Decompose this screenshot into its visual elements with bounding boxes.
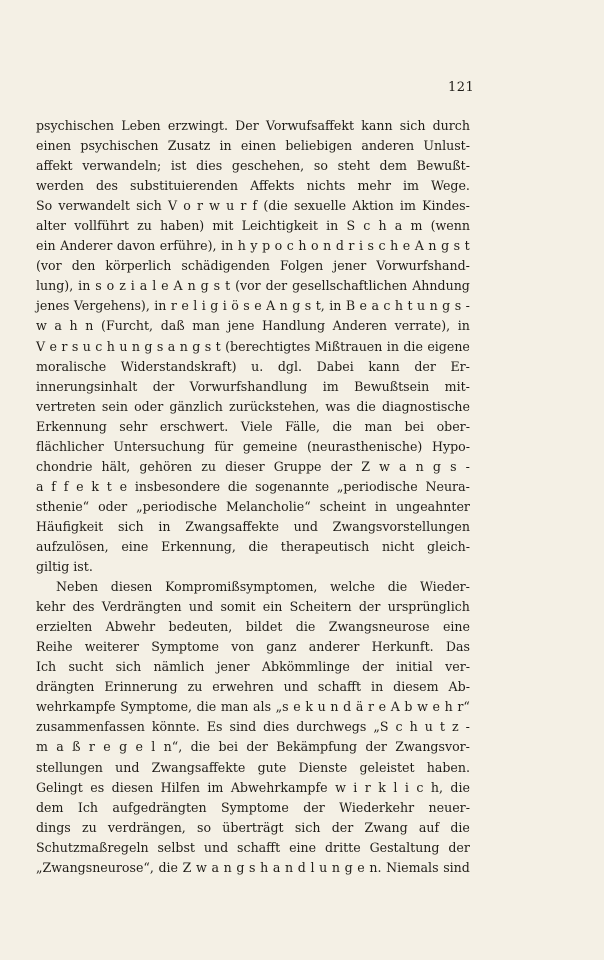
text-line: ein Anderer davon erführe), in h y p o c h o n d r i s c h e A n g s t <box>36 238 470 254</box>
text-line: einen psychischen Zusatz in einen beliebigen anderen Unlust- <box>36 138 470 154</box>
text-line: a f f e k t e insbesondere die sogenannte „periodische Neura- <box>36 478 470 494</box>
text-line: vertreten sein oder gänzlich zurückstehen, was die diagnostische <box>36 398 470 414</box>
text-line: Schutzmaßregeln selbst und schafft eine dritte Gestaltung der <box>36 839 470 855</box>
text-line: zusammenfassen könnte. Es sind dies durchwegs „S c h u t z - <box>36 719 470 735</box>
text-line: Reihe weiterer Symptome von ganz anderer Herkunft. Das <box>36 639 470 655</box>
text-line: So verwandelt sich V o r w u r f (die sexuelle Aktion im Kindes- <box>36 198 470 214</box>
text-line: giltig ist. <box>36 559 93 575</box>
text-line: Häufigkeit sich in Zwangsaffekte und Zwangsvorstellungen <box>36 518 470 534</box>
text-line: sthenie“ oder „periodische Melancholie“ scheint in ungeahnter <box>36 498 470 514</box>
text-line: erzielten Abwehr bedeuten, bildet die Zwangsneurose eine <box>36 619 470 635</box>
text-line: Ich sucht sich nämlich jener Abkömmlinge der initial ver- <box>36 659 470 675</box>
text-line: werden des substituierenden Affekts nichts mehr im Wege. <box>36 178 470 194</box>
text-line: affekt verwandeln; ist dies geschehen, so steht dem Bewußt- <box>36 158 470 174</box>
text-line: m a ß r e g e l n“, die bei der Bekämpfung der Zwangsvor- <box>36 739 470 755</box>
text-line: innerungsinhalt der Vorwurfshandlung im Bewußtsein mit- <box>36 378 470 394</box>
text-line: alter vollführt zu haben) mit Leichtigkeit in S c h a m (wenn <box>36 218 470 234</box>
body-text <box>36 116 470 878</box>
text-line: V e r s u c h u n g s a n g s t (berechtigtes Mißtrauen in die eigene <box>36 338 470 354</box>
text-line: „Zwangsneurose“, die Z w a n g s h a n d l u n g e n. Niemals sind <box>36 859 470 875</box>
text-line: Neben diesen Kompromißsymptomen, welche die Wieder- <box>56 579 470 595</box>
page-number: 121 <box>448 80 475 95</box>
text-line: psychischen Leben erzwingt. Der Vorwufsaffekt kann sich durch <box>36 118 470 133</box>
text-line: (vor den körperlich schädigenden Folgen jener Vorwurfshand- <box>36 258 470 274</box>
text-line: chondrie hält, gehören zu dieser Gruppe der Z w a n g s - <box>36 458 470 474</box>
text-line: flächlicher Untersuchung für gemeine (neurasthenische) Hypo- <box>36 438 470 454</box>
text-line: drängten Erinnerung zu erwehren und schafft in diesem Ab- <box>36 679 470 695</box>
text-line: stellungen und Zwangsaffekte gute Dienste geleistet haben. <box>36 759 470 775</box>
text-line: moralische Widerstandskraft) u. dgl. Dabei kann der Er- <box>36 358 470 374</box>
text-line: dings zu verdrängen, so überträgt sich der Zwang auf die <box>36 819 470 835</box>
text-line: lung), in s o z i a l e A n g s t (vor der gesellschaftlichen Ahndung <box>36 278 470 294</box>
text-line: jenes Vergehens), in r e l i g i ö s e A n g s t, in B e a c h t u n g s - <box>36 298 470 314</box>
text-line: kehr des Verdrängten und somit ein Scheitern der ursprünglich <box>36 599 470 615</box>
text-line: wehrkampfe Symptome, die man als „s e k u n d ä r e A b w e h r“ <box>36 699 470 715</box>
text-line: aufzulösen, eine Erkennung, die therapeutisch nicht gleich- <box>36 538 470 554</box>
text-line: Erkennung sehr erschwert. Viele Fälle, die man bei ober- <box>36 418 470 434</box>
text-line: w a h n (Furcht, daß man jene Handlung Anderen verrate), in <box>36 318 470 334</box>
text-line: Gelingt es diesen Hilfen im Abwehrkampfe w i r k l i c h, die <box>36 779 470 795</box>
text-line: dem Ich aufgedrängten Symptome der Wiederkehr neuer- <box>36 799 470 815</box>
